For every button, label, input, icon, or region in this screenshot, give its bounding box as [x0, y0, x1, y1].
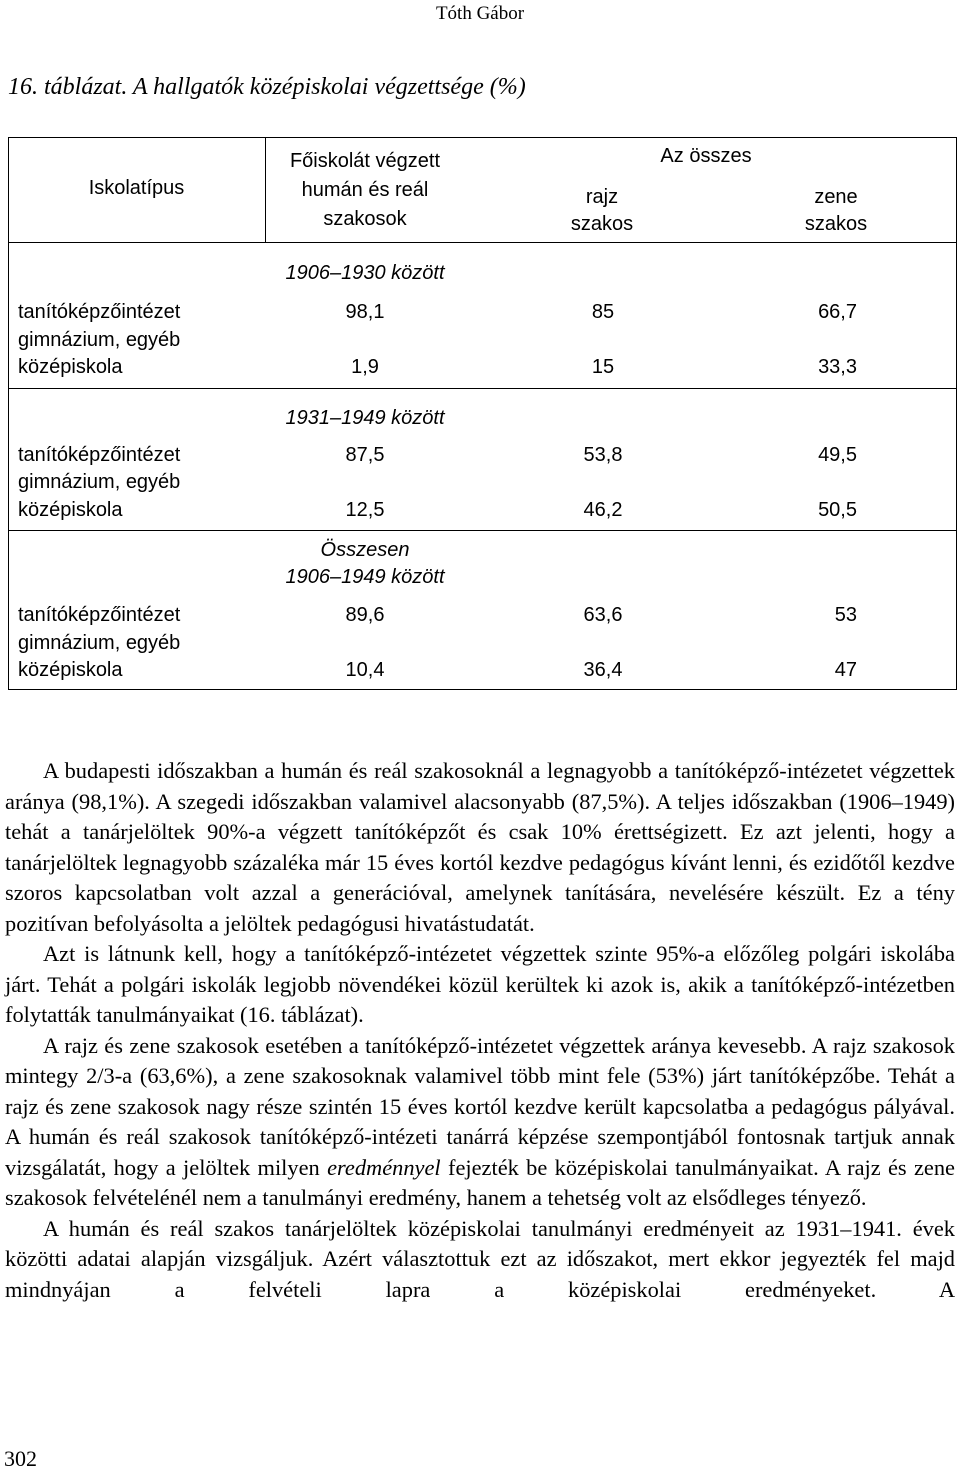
- body-text: [5, 756, 955, 1305]
- table-cell: 50,5: [818, 499, 857, 521]
- table-cell: 63,6: [583, 604, 623, 626]
- section-rule: [8, 530, 957, 531]
- table-cell: 33,3: [818, 356, 857, 378]
- table-cell: 1,9: [351, 356, 379, 378]
- emphasized-word: eredménnyel: [327, 1154, 441, 1180]
- period-heading: 1906–1949 között: [285, 566, 445, 588]
- paragraph: [5, 1031, 955, 1214]
- paragraph: A budapesti időszakban a humán és reál szakosoknál a legnagyobb a tanítóképző-intézetet végzettek aránya (98,1%). A szegedi időszakban valamivel alacsonyabb (87,5%). A teljes időszakban (1906–1949) tehát a tanárjelöltek 90%-a végzett tanítóképzőt és csak 10% érettségizett. Ez azt jelenti, hogy a tanárjelöltek legnagyobb százaléka már 15 éves kortól kezdve pedagógus kívánt lenni, és ezidőtől kezdve szoros kapcsolatban volt azzal a generációval, amelynek tanítására, nevelésére készült. Ez a tény pozitívan befolyásolta a jelöltek pedagógusi hivatástudatát.: [5, 758, 955, 936]
- table-cell: 47: [834, 659, 857, 681]
- paragraph: Azt is látnunk kell, hogy a tanítóképző-intézetet végzettek szinte 95%-a előzőleg polgári iskolába járt. Tehát a polgári iskolák legjobb növendékei közül kerültek ki azok is, akik a tanítóképző-intézetben folytatták tanulmányaikat (16. táblázat).: [5, 941, 955, 1027]
- table-cell: 87,5: [345, 444, 385, 466]
- table-cell: 53,8: [583, 444, 623, 466]
- section-rule: [8, 388, 957, 389]
- header-col3-line2: szakos: [804, 213, 868, 235]
- row-label: tanítóképzőintézet: [18, 301, 181, 323]
- table-cell: 46,2: [583, 499, 623, 521]
- header-col1-line1: Főiskolát végzett: [289, 150, 441, 172]
- running-head: Tóth Gábor: [435, 3, 525, 24]
- period-heading: 1906–1930 között: [285, 262, 445, 284]
- table-cell: 15: [591, 356, 615, 378]
- row-label: tanítóképzőintézet: [18, 444, 181, 466]
- table-cell: 98,1: [345, 301, 385, 323]
- table-cell: 85: [591, 301, 615, 323]
- row-label: középiskola: [18, 356, 123, 378]
- table-cell: 66,7: [818, 301, 857, 323]
- table-cell: 53: [834, 604, 857, 626]
- header-group-all: Az összes: [660, 145, 752, 167]
- table-cell: 36,4: [583, 659, 623, 681]
- row-label: tanítóképzőintézet: [18, 604, 181, 626]
- header-col1-line2: humán és reál: [301, 179, 429, 201]
- table-cell: 49,5: [818, 444, 857, 466]
- header-rule: [8, 242, 957, 243]
- header-col2-line1: rajz: [585, 186, 619, 208]
- header-school-type: Iskolatípus: [88, 177, 185, 199]
- header-col1-line3: szakosok: [323, 208, 407, 230]
- period-heading: 1931–1949 között: [285, 407, 445, 429]
- period-heading: Összesen: [320, 539, 410, 561]
- table-number: 16. táblázat.: [8, 74, 128, 100]
- row-label: gimnázium, egyéb: [18, 632, 181, 654]
- header-col3-line1: zene: [814, 186, 858, 208]
- table-cell: 10,4: [345, 659, 385, 681]
- table-cell: 89,6: [345, 604, 385, 626]
- table-cell: 12,5: [345, 499, 385, 521]
- header-col2-line2: szakos: [570, 213, 634, 235]
- row-label: középiskola: [18, 659, 123, 681]
- table-caption: [8, 74, 526, 101]
- row-label: gimnázium, egyéb: [18, 329, 181, 351]
- page-number: 302: [4, 1446, 37, 1471]
- paragraph: A humán és reál szakos tanárjelöltek középiskolai tanulmányi eredményeit az 1931–1941. évek közötti adatai alapján vizsgáljuk. Azért választottuk ezt az időszakot, mert ekkor jegyezték fel majd mindnyájan a felvételi lapra a középiskolai eredményeket. A: [5, 1215, 955, 1302]
- paragraph-text: A rajz és zene szakosok esetében a tanítóképző-intézetet végzettek aránya kevesebb. A rajz szakosok mintegy 2/3-a (63,6%), a zene szakosoknak valamivel több mint fele (53%) járt tanítóképzőbe. Tehát a rajz és zene szakosok nagy része szintén 15 éves kortól kezdve került kapcsolatba a pedagógus pályával. A humán és reál szakosok tanítóképző-intézeti tanárrá képzése szempontjából fontosnak tartjuk annak vizsgálatát, hogy a jelöltek milyen: [5, 1032, 955, 1180]
- row-label: gimnázium, egyéb: [18, 471, 181, 493]
- table-title: A hallgatók középiskolai végzettsége (%): [132, 74, 526, 100]
- row-label: középiskola: [18, 499, 123, 521]
- paragraph-text: fejezték be középiskolai tanulmányaikat. A rajz és zene szakosok felvételénél nem a tanulmányi eredmény, hanem a tehetség volt az elsődleges tényező.: [5, 1154, 955, 1210]
